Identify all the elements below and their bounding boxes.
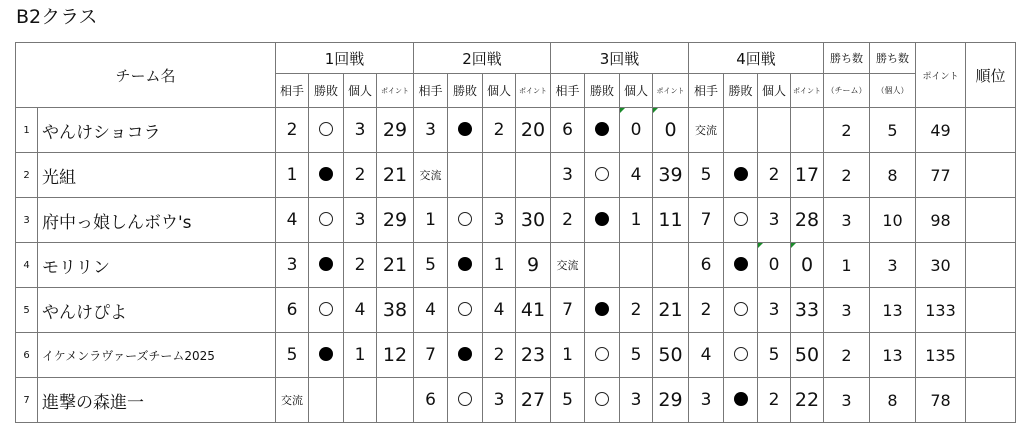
opponent-cell: 3 — [689, 378, 724, 423]
individual-cell: 3 — [483, 378, 516, 423]
opponent-cell: 交流 — [276, 378, 309, 423]
team-name: やんけぴよ — [38, 288, 276, 333]
points-cell: 28 — [791, 198, 824, 243]
round-4-header: 4回戦 — [689, 43, 824, 74]
points-cell: 0 — [791, 243, 824, 288]
total-points-cell: 30 — [916, 243, 966, 288]
result-cell — [448, 153, 483, 198]
points-cell — [516, 153, 551, 198]
points-cell: 33 — [791, 288, 824, 333]
loss-dot-icon — [595, 212, 609, 226]
points-cell: 29 — [377, 198, 414, 243]
loss-dot-icon — [319, 257, 333, 271]
opponent-cell: 5 — [689, 153, 724, 198]
total-points-cell: 49 — [916, 108, 966, 153]
result-cell — [309, 108, 344, 153]
individual-cell: 2 — [620, 288, 653, 333]
points-cell: 41 — [516, 288, 551, 333]
result-cell — [585, 378, 620, 423]
win-circle-icon — [319, 122, 333, 136]
points-cell: 23 — [516, 333, 551, 378]
result-cell — [448, 198, 483, 243]
individual-subheader: 個人 — [758, 74, 791, 108]
points-cell: 20 — [516, 108, 551, 153]
total-points-cell: 135 — [916, 333, 966, 378]
points-cell — [377, 378, 414, 423]
individual-cell: 2 — [758, 153, 791, 198]
result-cell — [724, 243, 758, 288]
result-cell — [585, 243, 620, 288]
loss-dot-icon — [595, 302, 609, 316]
loss-dot-icon — [458, 122, 472, 136]
table-row — [16, 288, 1016, 333]
loss-dot-icon — [734, 257, 748, 271]
points-cell: 11 — [653, 198, 689, 243]
win-circle-icon — [458, 392, 472, 406]
win-circle-icon — [734, 212, 748, 226]
win-circle-icon — [458, 212, 472, 226]
win-circle-icon — [734, 347, 748, 361]
rank-cell — [966, 333, 1016, 378]
opponent-cell: 3 — [551, 153, 585, 198]
team-wins-header: 勝ち数 — [824, 43, 870, 74]
individual-cell: 4 — [344, 288, 377, 333]
indiv-wins-cell: 10 — [870, 198, 916, 243]
result-cell — [448, 288, 483, 333]
result-cell — [309, 243, 344, 288]
result-cell — [724, 153, 758, 198]
opponent-cell: 5 — [551, 378, 585, 423]
team-wins-cell: 2 — [824, 153, 870, 198]
points-cell: 22 — [791, 378, 824, 423]
team-name-header: チーム名 — [16, 43, 276, 108]
opponent-cell: 1 — [414, 198, 448, 243]
individual-subheader: 個人 — [344, 74, 377, 108]
rank-cell — [966, 153, 1016, 198]
points-cell: 29 — [653, 378, 689, 423]
loss-dot-icon — [319, 167, 333, 181]
opponent-cell: 交流 — [551, 243, 585, 288]
indiv-wins-cell: 13 — [870, 333, 916, 378]
points-cell: 30 — [516, 198, 551, 243]
result-cell — [585, 198, 620, 243]
loss-dot-icon — [595, 122, 609, 136]
total-points-cell: 78 — [916, 378, 966, 423]
individual-cell: 4 — [620, 153, 653, 198]
loss-dot-icon — [319, 347, 333, 361]
team-wins-cell: 3 — [824, 198, 870, 243]
opponent-cell: 7 — [414, 333, 448, 378]
individual-subheader: 個人 — [620, 74, 653, 108]
loss-dot-icon — [734, 167, 748, 181]
total-points-cell: 98 — [916, 198, 966, 243]
points-subheader: ポイント — [516, 74, 551, 108]
points-cell: 39 — [653, 153, 689, 198]
team-number: 2 — [16, 153, 38, 198]
individual-cell: 1 — [344, 333, 377, 378]
individual-cell: 0 — [758, 243, 791, 288]
opponent-cell: 4 — [276, 198, 309, 243]
team-name: やんけショコラ — [38, 108, 276, 153]
points-cell: 38 — [377, 288, 414, 333]
opponent-cell: 1 — [276, 153, 309, 198]
opponent-cell: 交流 — [689, 108, 724, 153]
result-cell — [309, 288, 344, 333]
round-2-header: 2回戦 — [414, 43, 551, 74]
team-wins-cell: 1 — [824, 243, 870, 288]
opponent-subheader: 相手 — [276, 74, 309, 108]
indiv-wins-cell: 3 — [870, 243, 916, 288]
individual-cell: 3 — [344, 198, 377, 243]
opponent-cell: 2 — [689, 288, 724, 333]
individual-cell: 1 — [620, 198, 653, 243]
result-cell — [585, 153, 620, 198]
round-1-header: 1回戦 — [276, 43, 414, 74]
result-cell — [724, 198, 758, 243]
result-subheader: 勝敗 — [448, 74, 483, 108]
results-table — [15, 42, 1016, 423]
indiv-wins-cell: 8 — [870, 153, 916, 198]
points-cell: 50 — [653, 333, 689, 378]
points-cell: 29 — [377, 108, 414, 153]
rank-cell — [966, 288, 1016, 333]
indiv-wins-cell: 5 — [870, 108, 916, 153]
win-circle-icon — [319, 302, 333, 316]
total-points-cell: 133 — [916, 288, 966, 333]
points-cell — [791, 108, 824, 153]
rank-cell — [966, 378, 1016, 423]
result-cell — [724, 333, 758, 378]
points-subheader: ポイント — [377, 74, 414, 108]
team-wins-subheader: （チーム） — [824, 74, 870, 108]
points-cell: 21 — [377, 153, 414, 198]
result-cell — [448, 243, 483, 288]
individual-cell: 3 — [758, 198, 791, 243]
team-wins-cell: 2 — [824, 108, 870, 153]
table-row — [16, 333, 1016, 378]
points-subheader: ポイント — [653, 74, 689, 108]
result-cell — [724, 378, 758, 423]
opponent-cell: 1 — [551, 333, 585, 378]
individual-cell: 5 — [620, 333, 653, 378]
individual-cell: 2 — [483, 333, 516, 378]
team-number: 3 — [16, 198, 38, 243]
opponent-cell: 5 — [276, 333, 309, 378]
individual-cell: 3 — [758, 288, 791, 333]
team-name: イケメンラヴァーズチーム2025 — [38, 333, 276, 378]
points-cell: 27 — [516, 378, 551, 423]
opponent-cell: 交流 — [414, 153, 448, 198]
team-number: 4 — [16, 243, 38, 288]
points-cell: 12 — [377, 333, 414, 378]
result-cell — [585, 333, 620, 378]
loss-dot-icon — [734, 392, 748, 406]
comment-flag-icon — [791, 243, 796, 248]
individual-cell: 3 — [344, 108, 377, 153]
opponent-cell: 2 — [276, 108, 309, 153]
result-cell — [309, 153, 344, 198]
win-circle-icon — [734, 302, 748, 316]
individual-cell: 2 — [483, 108, 516, 153]
points-cell: 0 — [653, 108, 689, 153]
points-cell: 17 — [791, 153, 824, 198]
team-number: 6 — [16, 333, 38, 378]
individual-subheader: 個人 — [483, 74, 516, 108]
rank-cell — [966, 198, 1016, 243]
individual-cell — [344, 378, 377, 423]
team-wins-cell: 3 — [824, 378, 870, 423]
opponent-cell: 3 — [276, 243, 309, 288]
opponent-cell: 3 — [414, 108, 448, 153]
points-subheader: ポイント — [791, 74, 824, 108]
table-row — [16, 108, 1016, 153]
indiv-wins-subheader: （個人） — [870, 74, 916, 108]
result-cell — [448, 378, 483, 423]
individual-cell — [620, 243, 653, 288]
result-subheader: 勝敗 — [585, 74, 620, 108]
individual-cell: 2 — [344, 243, 377, 288]
comment-flag-icon — [758, 243, 763, 248]
points-cell: 50 — [791, 333, 824, 378]
win-circle-icon — [595, 347, 609, 361]
opponent-cell: 6 — [689, 243, 724, 288]
opponent-cell: 6 — [276, 288, 309, 333]
opponent-subheader: 相手 — [689, 74, 724, 108]
team-number: 7 — [16, 378, 38, 423]
team-name: 光組 — [38, 153, 276, 198]
result-subheader: 勝敗 — [724, 74, 758, 108]
team-number: 5 — [16, 288, 38, 333]
individual-cell: 3 — [620, 378, 653, 423]
win-circle-icon — [595, 167, 609, 181]
points-cell — [653, 243, 689, 288]
individual-cell: 3 — [483, 198, 516, 243]
win-circle-icon — [458, 302, 472, 316]
individual-cell — [483, 153, 516, 198]
individual-cell: 5 — [758, 333, 791, 378]
points-cell: 9 — [516, 243, 551, 288]
opponent-cell: 2 — [551, 198, 585, 243]
round-3-header: 3回戦 — [551, 43, 689, 74]
indiv-wins-cell: 13 — [870, 288, 916, 333]
win-circle-icon — [595, 392, 609, 406]
individual-cell: 2 — [758, 378, 791, 423]
individual-cell: 0 — [620, 108, 653, 153]
win-circle-icon — [319, 212, 333, 226]
result-cell — [448, 333, 483, 378]
opponent-cell: 6 — [414, 378, 448, 423]
rank-cell — [966, 243, 1016, 288]
result-cell — [309, 378, 344, 423]
opponent-cell: 4 — [414, 288, 448, 333]
result-cell — [448, 108, 483, 153]
opponent-subheader: 相手 — [414, 74, 448, 108]
team-name: 進撃の森進一 — [38, 378, 276, 423]
result-cell — [309, 333, 344, 378]
opponent-subheader: 相手 — [551, 74, 585, 108]
result-cell — [724, 108, 758, 153]
indiv-wins-cell: 8 — [870, 378, 916, 423]
table-row — [16, 378, 1016, 423]
table-row — [16, 153, 1016, 198]
individual-cell: 4 — [483, 288, 516, 333]
team-wins-cell: 3 — [824, 288, 870, 333]
loss-dot-icon — [458, 257, 472, 271]
individual-cell: 2 — [344, 153, 377, 198]
individual-cell: 1 — [483, 243, 516, 288]
result-subheader: 勝敗 — [309, 74, 344, 108]
individual-cell — [758, 108, 791, 153]
opponent-cell: 5 — [414, 243, 448, 288]
team-wins-cell: 2 — [824, 333, 870, 378]
team-name: モリリン — [38, 243, 276, 288]
comment-flag-icon — [653, 108, 658, 113]
rank-cell — [966, 108, 1016, 153]
page-title: B2クラス — [16, 6, 98, 28]
result-cell — [724, 288, 758, 333]
result-cell — [585, 288, 620, 333]
opponent-cell: 7 — [689, 198, 724, 243]
total-points-header: ポイント — [916, 43, 966, 108]
opponent-cell: 6 — [551, 108, 585, 153]
table-row — [16, 198, 1016, 243]
points-cell: 21 — [377, 243, 414, 288]
opponent-cell: 7 — [551, 288, 585, 333]
table-row — [16, 243, 1016, 288]
opponent-cell: 4 — [689, 333, 724, 378]
result-cell — [585, 108, 620, 153]
points-cell: 21 — [653, 288, 689, 333]
indiv-wins-header: 勝ち数 — [870, 43, 916, 74]
comment-flag-icon — [620, 108, 625, 113]
team-number: 1 — [16, 108, 38, 153]
team-name: 府中っ娘しんボウ's — [38, 198, 276, 243]
rank-header: 順位 — [966, 43, 1016, 108]
result-cell — [309, 198, 344, 243]
total-points-cell: 77 — [916, 153, 966, 198]
loss-dot-icon — [458, 347, 472, 361]
